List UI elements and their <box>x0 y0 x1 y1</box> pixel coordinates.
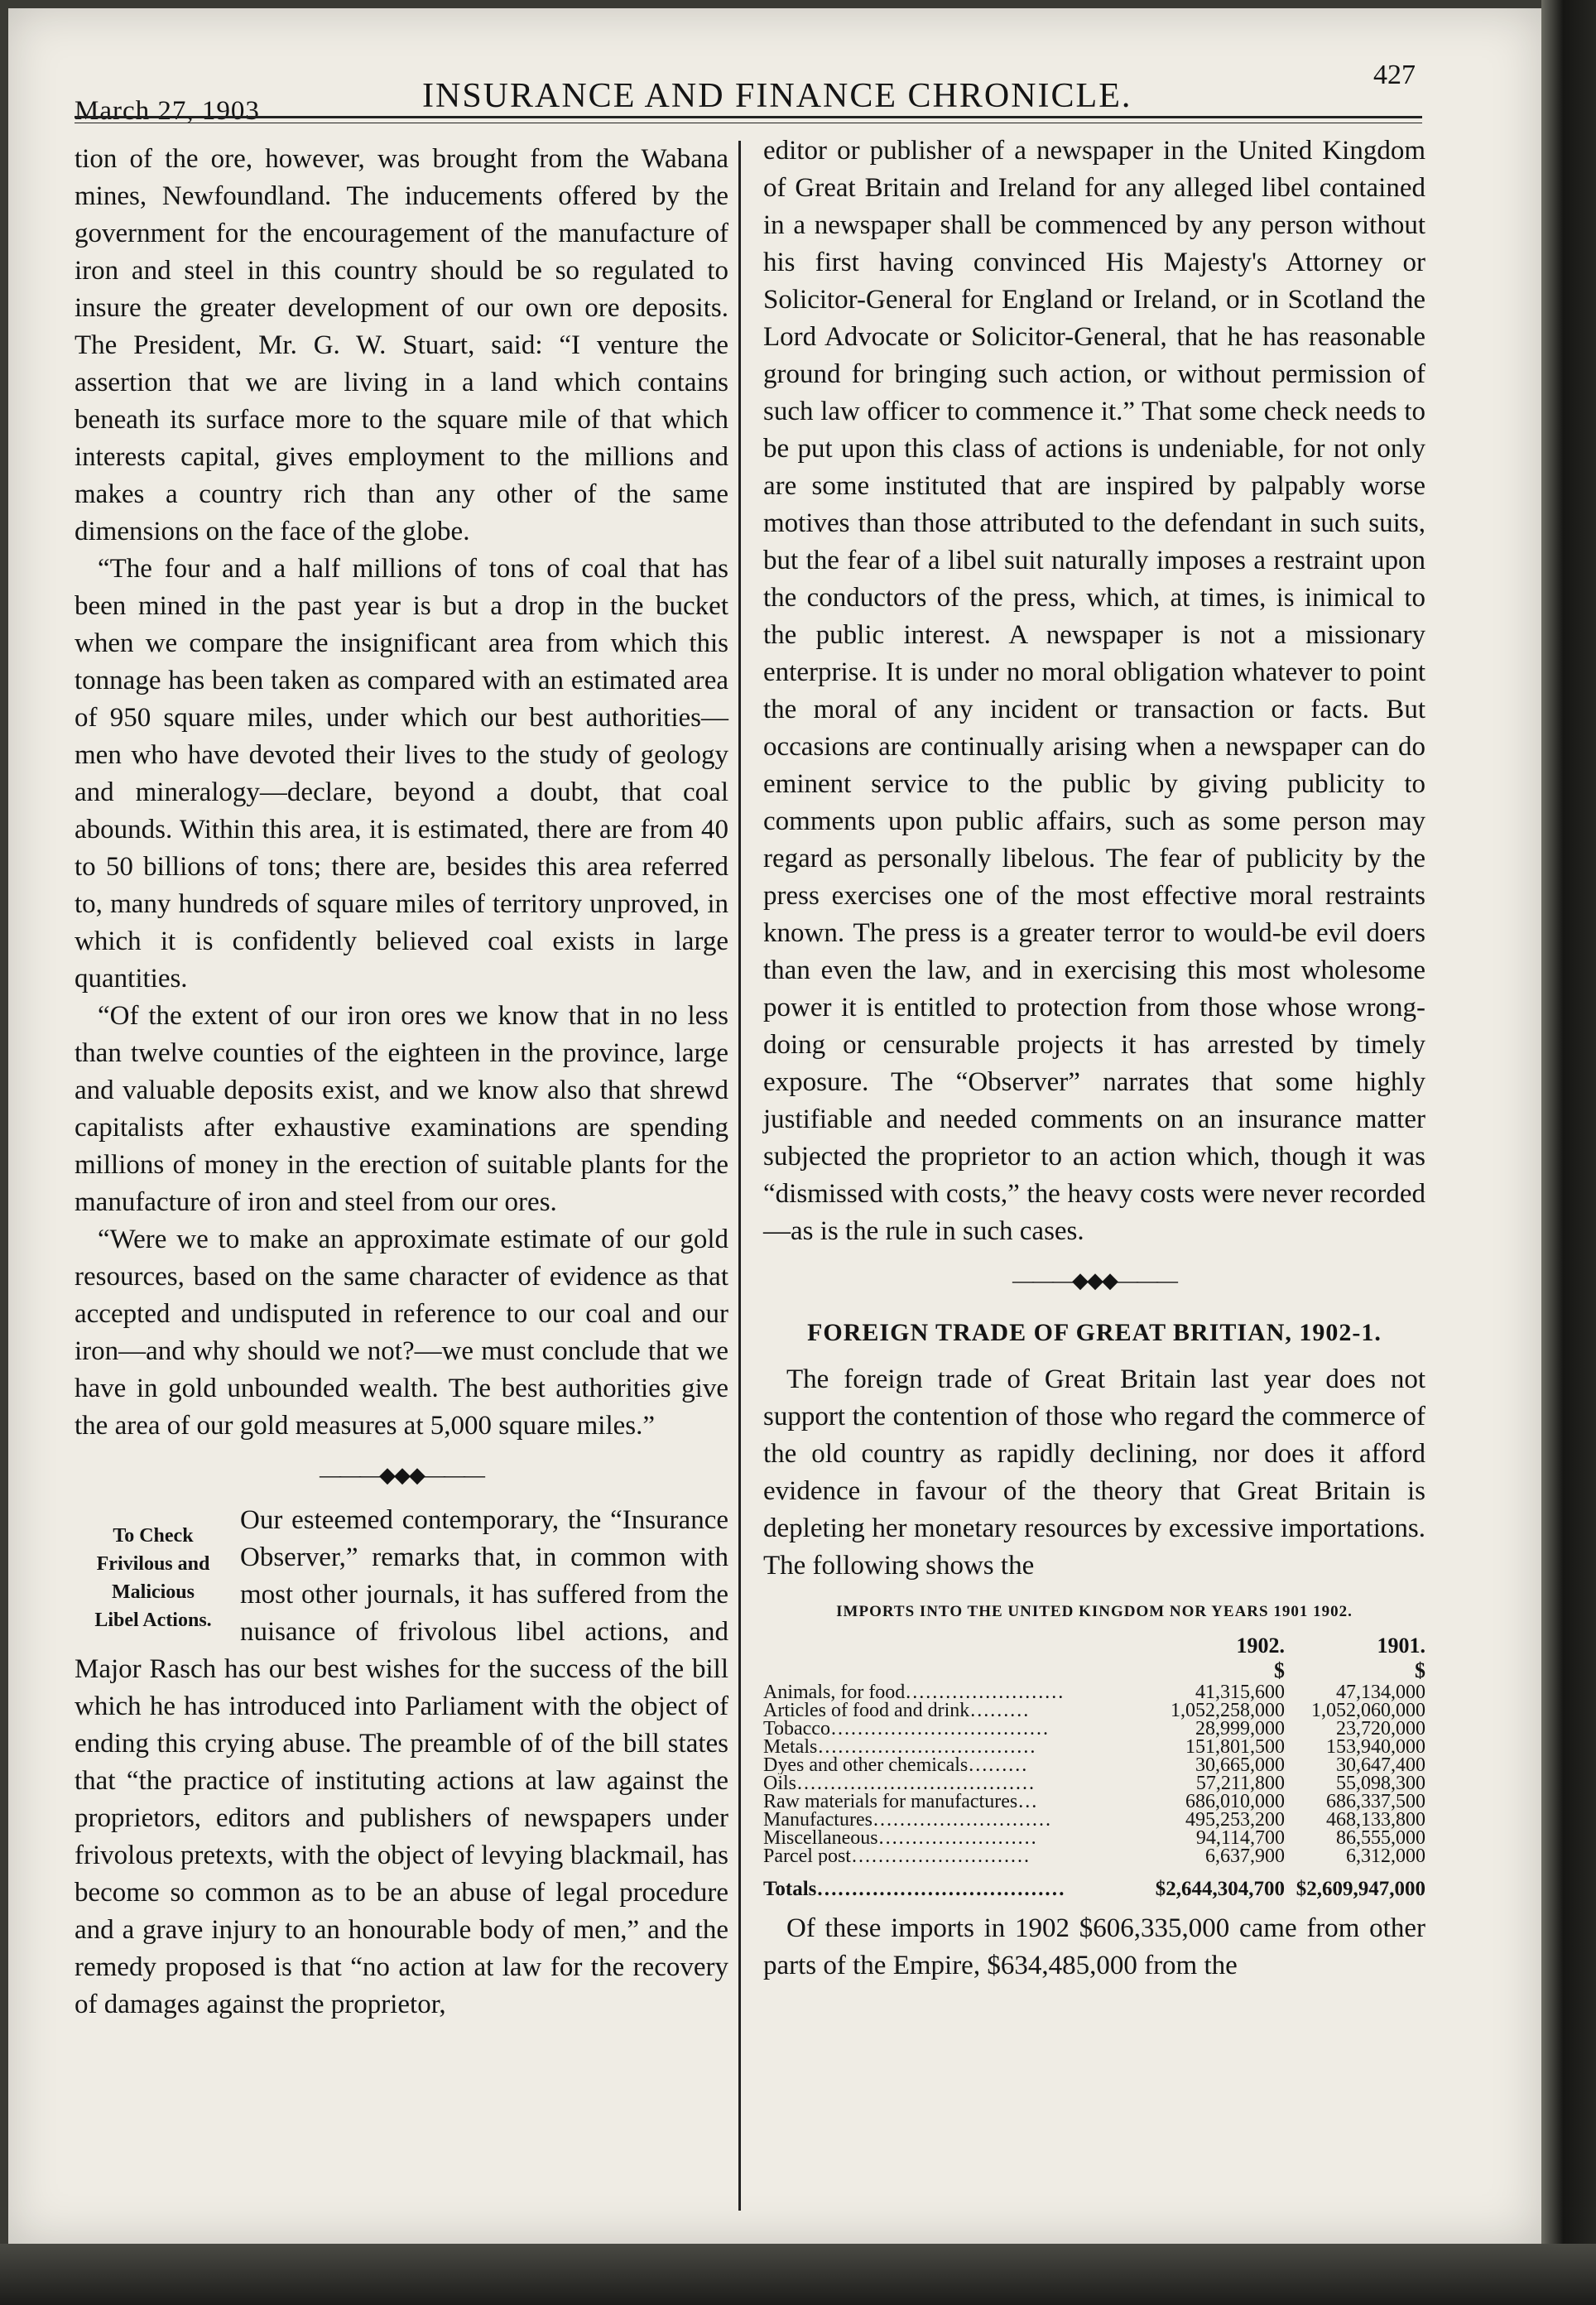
value-1902: 495,253,200 <box>1185 1809 1285 1831</box>
value-1901: 55,098,300 <box>1336 1773 1425 1794</box>
value-1902: 94,114,700 <box>1195 1827 1285 1849</box>
value-1902: 1,052,258,000 <box>1171 1700 1285 1721</box>
row-label: Oils……………………………… <box>763 1774 1036 1793</box>
ornament-divider: ———◆◆◆——— <box>1012 1268 1176 1292</box>
table-row <box>763 1793 1425 1811</box>
value-1901: 30,647,400 <box>1336 1754 1425 1776</box>
row-label: Parcel post……………………… <box>763 1847 1030 1865</box>
total-label: Totals……………………………… <box>763 1878 1065 1898</box>
value-1902: 28,999,000 <box>1195 1718 1285 1740</box>
side-heading <box>75 1522 232 1634</box>
right-column <box>763 132 1425 1985</box>
book-bottom-edge <box>0 2244 1596 2305</box>
value-1901: 1,052,060,000 <box>1311 1700 1425 1721</box>
paragraph: “Of the extent of our iron ores we know that in no less than twelve counties of the eighteen in the province, large and valuable deposits exist, and we know also that shrewd capitalists after exhaustive examinations are spending millions of money in the erection of suitable plants for the manufacture of iron and steel from our ores. <box>75 1001 728 1217</box>
value-1902: 30,665,000 <box>1195 1754 1285 1776</box>
book-right-edge <box>1541 0 1596 2305</box>
value-1902: 686,010,000 <box>1185 1791 1285 1812</box>
table-row <box>763 1811 1425 1829</box>
table-row <box>763 1701 1425 1720</box>
value-1902: 41,315,600 <box>1195 1682 1285 1703</box>
paragraph: “The four and a half millions of tons of coal that has been mined in the past year is but a drop in the bucket when we compare the insignificant area from which this tonnage has been taken as compared with an estimated area of 950 square miles, under which our best authorities—men who have devoted their lives to the study of geology and mineralogy—declare, beyond a doubt, that coal abounds. Within this area, it is estimated, there are from 40 to 50 billions of tons; there are, besides this area referred to, many hundreds of square miles of territory unproved, in which it is confidently believed coal exists in large quantities. <box>75 554 728 994</box>
table-header-row <box>763 1634 1425 1658</box>
side-heading-line: To Check <box>113 1525 194 1547</box>
table-row <box>763 1774 1425 1793</box>
side-heading-line: Libel Actions. <box>94 1610 212 1631</box>
left-column <box>75 141 728 2023</box>
table-body <box>763 1683 1425 1865</box>
article-heading: FOREIGN TRADE OF GREAT BRITIAN, 1902-1. <box>807 1319 1382 1346</box>
total-1902: $2,644,304,700 <box>1155 1878 1285 1900</box>
row-label: Tobacco…………………………… <box>763 1720 1049 1738</box>
table-caption: IMPORTS INTO THE UNITED KINGDOM NOR YEARS 1901 1902. <box>836 1603 1353 1620</box>
header-title: INSURANCE AND FINANCE CHRONICLE. <box>422 77 1132 115</box>
page-number: 427 <box>1373 60 1416 90</box>
value-1901: 153,940,000 <box>1326 1736 1425 1758</box>
row-label: Miscellaneous…………………… <box>763 1829 1037 1847</box>
value-1901: 686,337,500 <box>1326 1791 1425 1812</box>
paragraph: The foreign trade of Great Britain last year does not support the contention of those who regard the commerce of the old country as rapidly declining, nor does it afford evidence in favour of the theory that Great Britain is depleting her monetary resources by excessive importations. The following shows the <box>763 1364 1425 1581</box>
side-heading-line: Malicious <box>112 1581 195 1603</box>
row-label: Raw materials for manufactures… <box>763 1793 1038 1811</box>
year-1902: 1902. <box>1236 1634 1285 1658</box>
row-label: Dyes and other chemicals……… <box>763 1756 1028 1774</box>
header-date: March 27, 1903 <box>75 96 260 126</box>
paragraph: editor or publisher of a newspaper in the United Kingdom of Great Britain and Ireland for any alleged libel contained in a newspaper shall be commenced by any person without his first having convinced His Majesty's Attorney or Solicitor-General for England or Ireland, or in Scotland the Lord Advocate or Solicitor-General, that he has reasonable ground for bringing such action, or without permission of such law officer to commence it.” That some check needs to be put upon this class of actions is undeniable, for not only are some instituted that are inspired by palpably worse motives than those attributed to the defendant in such suits, but the fear of a libel suit naturally imposes a restraint upon the conductors of the press, which, at times, is inimical to the public interest. A newspaper is not a missionary enterprise. It is under no moral obligation whatever to point the moral of any incident or transaction or facts. But occasions are continually arising when a newspaper can do eminent service to the public by giving publicity to comments upon public affairs, such as some person may regard as personally libelous. The fear of publicity by the press exercises one of the most effective moral restraints known. The press is a greater terror to would-be evil doers than even the law, and in exercising this most wholesome power it is entitled to protection from those whose wrong-doing or censurable projects it has arrested by timely exposure. The “Observer” narrates that some highly justifiable and needed comments on an insurance matter subjected the proprietor to an action which, though it was “dismissed with costs,” the heavy costs were never recorded—as is the rule in such cases. <box>763 136 1425 1246</box>
column-divider <box>738 141 741 2211</box>
newspaper-page <box>8 8 1541 2244</box>
table-row <box>763 1683 1425 1701</box>
imports-table <box>763 1634 1425 1898</box>
value-1901: 468,133,800 <box>1326 1809 1425 1831</box>
row-label: Metals…………………………… <box>763 1738 1036 1756</box>
table-row <box>763 1847 1425 1865</box>
value-1901: 47,134,000 <box>1336 1682 1425 1703</box>
currency-1901: $ <box>1415 1658 1425 1682</box>
year-1901: 1901. <box>1377 1634 1425 1658</box>
paragraph: tion of the ore, however, was brought from the Wabana mines, Newfoundland. The inducements offered by the government for the encouragement of the manufacture of iron and steel in this country should be so regulated to insure the greater development of our own ore deposits. The President, Mr. G. W. Stuart, said: “I venture the assertion that we are living in a land which contains beneath its surface more to the square mile of that which interests capital, gives employment to the millions and makes a country rich than any other of the same dimensions on the face of the globe. <box>75 144 728 546</box>
value-1901: 23,720,000 <box>1336 1718 1425 1740</box>
side-heading-line: Frivilous and <box>96 1553 210 1575</box>
value-1902: 6,637,900 <box>1205 1845 1285 1867</box>
closing-paragraph: Of these imports in 1902 $606,335,000 came from other parts of the Empire, $634,485,000 from the <box>763 1913 1425 1980</box>
value-1901: 6,312,000 <box>1346 1845 1425 1867</box>
table-total-row <box>763 1865 1425 1898</box>
paragraph: “Were we to make an approximate estimate of our gold resources, based on the same character of evidence as that accepted and undisputed in reference to our coal and our iron—and why should we not?—we must conclude that we have in gold unbounded wealth. The best authorities give the area of our gold measures at 5,000 square miles.” <box>75 1225 728 1441</box>
value-1902: 151,801,500 <box>1185 1736 1285 1758</box>
value-1901: 86,555,000 <box>1336 1827 1425 1849</box>
table-currency-row <box>763 1658 1425 1683</box>
row-label: Manufactures……………………… <box>763 1811 1051 1829</box>
table-row <box>763 1738 1425 1756</box>
value-1902: 57,211,800 <box>1195 1773 1285 1794</box>
currency-1902: $ <box>1274 1658 1285 1682</box>
table-row <box>763 1756 1425 1774</box>
table-row <box>763 1720 1425 1738</box>
libel-paragraph: Our esteemed contemporary, the “Insurance Observer,” remarks that, in common with most other journals, it has suffered from the nuisance of frivolous libel actions, and Major Rasch has our best wishes for the success of the bill which he has introduced into Parliament with the object of ending this crying abuse. The preamble of of the bill states that “the practice of instituting actions at law against the proprietors, editors and publishers of newspapers under frivolous pretexts, with the object of levying blackmail, has become so common as to be an abuse of legal procedure and a grave injury to an honourable body of men,” and the remedy proposed is that “no action at law for the recovery of damages against the proprietor, <box>75 1505 728 2019</box>
total-1901: $2,609,947,000 <box>1296 1878 1425 1900</box>
header-rule <box>75 116 1422 118</box>
table-row <box>763 1829 1425 1847</box>
row-label: Articles of food and drink……… <box>763 1701 1030 1720</box>
ornament-divider: ———◆◆◆——— <box>320 1463 483 1487</box>
row-label: Animals, for food…………………… <box>763 1683 1065 1701</box>
